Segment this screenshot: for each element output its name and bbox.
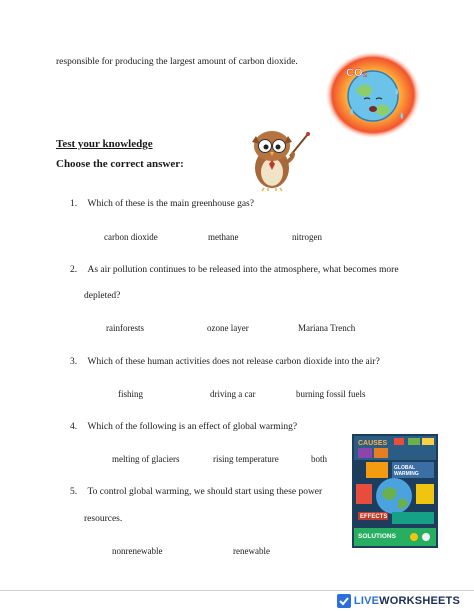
question-text: To control global warming, we should start using these power [87, 487, 323, 497]
question-text: As air pollution continues to be released into the atmosphere, what becomes more [87, 265, 399, 275]
poster-solutions-label: SOLUTIONS [358, 533, 396, 540]
option-1b[interactable]: methane [208, 232, 239, 242]
question-2-continued: depleted? [84, 291, 121, 301]
intro-text: responsible for producing the largest amount of carbon dioxide. [56, 57, 298, 67]
question-2 [70, 264, 399, 276]
global-warming-poster-icon [352, 434, 438, 548]
option-4c[interactable]: both [311, 454, 328, 464]
co2-label: CO₂ [346, 67, 368, 79]
page-footer [0, 590, 474, 611]
option-5b[interactable]: renewable [233, 546, 270, 556]
liveworksheets-logo-icon [337, 594, 351, 608]
question-5 [70, 486, 322, 498]
question-1 [70, 198, 254, 210]
question-text: Which of these human activities does not release carbon dioxide into the air? [87, 357, 380, 367]
section-title: Test your knowledge [56, 138, 153, 150]
option-1a[interactable]: carbon dioxide [104, 232, 158, 242]
option-3a[interactable]: fishing [118, 389, 144, 399]
sweating-earth-icon [324, 50, 422, 140]
poster-causes-label: CAUSES [358, 440, 388, 447]
question-5-continued: resources. [84, 514, 123, 524]
logo-text-live: LIVE [353, 595, 380, 607]
global-warming-poster [352, 434, 438, 548]
option-2a[interactable]: rainforests [106, 323, 144, 333]
option-3c[interactable]: burning fossil fuels [296, 389, 366, 399]
question-number: 4. [70, 422, 78, 432]
option-1c[interactable]: nitrogen [292, 232, 322, 242]
earth-illustration [324, 50, 422, 140]
svg-text:WARMING: WARMING [394, 471, 419, 477]
liveworksheets-logo[interactable] [337, 594, 460, 608]
poster-title: GLOBAL [394, 465, 416, 471]
option-2b[interactable]: ozone layer [207, 323, 249, 333]
instruction-heading: Choose the correct answer: [56, 158, 184, 170]
option-4b[interactable]: rising temperature [213, 454, 279, 464]
logo-text-worksheets: WORKSHEETS [379, 595, 460, 607]
question-number: 1. [70, 199, 78, 209]
question-4 [70, 421, 297, 433]
question-3 [70, 356, 380, 368]
option-3b[interactable]: driving a car [210, 389, 256, 399]
question-text: Which of these is the main greenhouse gas? [87, 199, 254, 209]
teacher-owl-icon [244, 126, 312, 192]
poster-effects-label: EFFECTS [360, 514, 388, 520]
question-number: 5. [70, 487, 78, 497]
owl-illustration [244, 126, 312, 192]
option-4a[interactable]: melting of glaciers [112, 454, 180, 464]
question-number: 3. [70, 357, 78, 367]
option-5a[interactable]: nonrenewable [112, 546, 163, 556]
option-2c[interactable]: Mariana Trench [298, 323, 356, 333]
question-number: 2. [70, 265, 78, 275]
question-text: Which of the following is an effect of global warming? [87, 422, 298, 432]
